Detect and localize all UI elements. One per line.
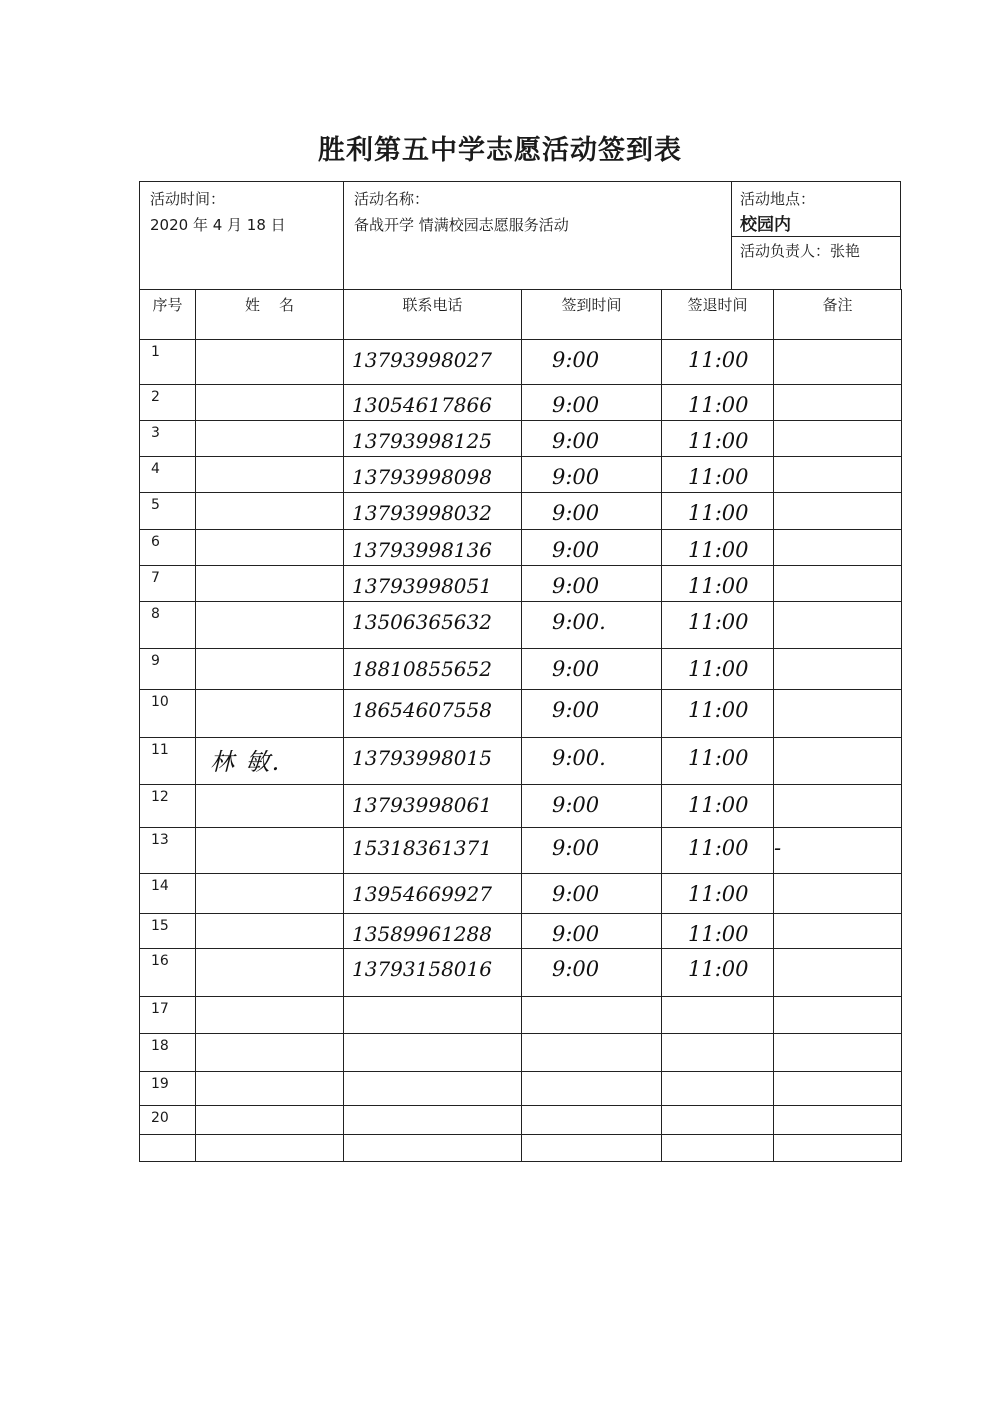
row-name-cell (196, 493, 344, 530)
row-checkout: 11:00 (688, 793, 749, 817)
row-remark (774, 874, 901, 882)
row-checkin-cell (522, 1106, 662, 1135)
row-checkin (522, 1106, 661, 1114)
row-phone: 13589961288 (352, 922, 492, 946)
row-checkin: 9:00 (552, 793, 600, 817)
row-remark-cell (774, 738, 902, 785)
row-checkin: 9:00 (552, 657, 600, 681)
table-row (140, 649, 902, 690)
row-seq-cell: 13 (140, 828, 196, 874)
row-checkin-cell (522, 914, 662, 949)
row-name-cell (196, 1072, 344, 1106)
row-checkin: 9:00 (552, 348, 600, 372)
row-phone: 13793998015 (352, 746, 492, 770)
row-name (196, 340, 343, 344)
row-name-cell (196, 566, 344, 602)
row-name (196, 530, 343, 534)
row-name (196, 690, 343, 694)
row-checkin: 9:00 (552, 698, 600, 722)
row-checkin-cell (522, 493, 662, 530)
sign-in-form (139, 181, 901, 1149)
row-phone: 18810855652 (352, 657, 492, 681)
row-phone-cell (344, 530, 522, 566)
row-name (196, 1106, 343, 1110)
row-checkout: 11:00 (688, 610, 749, 634)
row-phone: 13793998061 (352, 793, 492, 817)
row-checkout-cell (662, 1106, 774, 1135)
row-phone-cell (344, 421, 522, 457)
row-name-cell (196, 421, 344, 457)
table-row (140, 385, 902, 421)
row-remark (774, 997, 901, 1005)
row-checkin-cell (522, 602, 662, 649)
row-checkin: 9:00 (552, 882, 600, 906)
row-checkout-cell (662, 874, 774, 914)
row-name-cell (196, 340, 344, 385)
row-phone-cell (344, 602, 522, 649)
row-seq-cell: 5 (140, 493, 196, 530)
row-phone-cell (344, 1135, 522, 1162)
row-remark (774, 690, 901, 698)
row-remark (774, 340, 901, 348)
row-checkout-cell (662, 828, 774, 874)
row-phone: 13793998125 (352, 429, 492, 453)
row-name (196, 785, 343, 789)
row-seq-cell: 2 (140, 385, 196, 421)
row-phone-cell (344, 828, 522, 874)
row-seq-cell: 12 (140, 785, 196, 828)
row-checkin-cell (522, 421, 662, 457)
table-row (140, 738, 902, 785)
row-remark: - (774, 836, 782, 860)
row-remark (774, 457, 901, 465)
row-name (196, 493, 343, 497)
row-name (196, 997, 343, 1001)
row-seq-cell: 3 (140, 421, 196, 457)
activity-place-cell (732, 182, 900, 289)
table-row (140, 602, 902, 649)
row-phone-cell (344, 1034, 522, 1072)
row-name (196, 421, 343, 425)
row-phone: 13793158016 (352, 957, 492, 981)
row-phone: 13954669927 (352, 882, 492, 906)
row-phone-cell (344, 1106, 522, 1135)
row-checkin: 9:00 (552, 574, 600, 598)
row-phone: 18654607558 (352, 698, 492, 722)
header-checkin: 签到时间 (522, 290, 662, 340)
row-checkin-cell (522, 785, 662, 828)
row-phone-cell (344, 997, 522, 1034)
row-remark-cell (774, 1072, 902, 1106)
row-remark-cell (774, 602, 902, 649)
header-name: 姓 名 (196, 290, 344, 340)
header-checkout: 签退时间 (662, 290, 774, 340)
row-remark-cell (774, 493, 902, 530)
row-name (196, 566, 343, 570)
row-checkout: 11:00 (688, 657, 749, 681)
row-phone-cell (344, 340, 522, 385)
row-checkout: 11:00 (688, 836, 749, 860)
row-checkout (662, 1072, 773, 1080)
row-phone (344, 1106, 521, 1114)
row-remark (774, 738, 901, 746)
attendance-table (139, 289, 902, 1162)
row-checkout-cell (662, 997, 774, 1034)
row-phone (344, 1072, 521, 1080)
header-remark: 备注 (774, 290, 902, 340)
row-checkout-cell (662, 914, 774, 949)
row-phone-cell (344, 738, 522, 785)
row-checkout-cell (662, 1034, 774, 1072)
row-name (196, 457, 343, 461)
row-checkout: 11:00 (688, 574, 749, 598)
row-checkout: 11:00 (688, 429, 749, 453)
row-remark (774, 649, 901, 657)
row-name-cell (196, 949, 344, 997)
row-name-cell (196, 914, 344, 949)
row-checkin-cell (522, 1135, 662, 1162)
row-name-cell (196, 690, 344, 738)
activity-time-value: 2020 年 4 月 18 日 (150, 216, 286, 234)
row-checkin (522, 1135, 661, 1143)
row-checkout (662, 1034, 773, 1042)
row-checkout-cell (662, 785, 774, 828)
row-seq-cell: 18 (140, 1034, 196, 1072)
row-remark-cell (774, 914, 902, 949)
row-remark (774, 1135, 901, 1143)
row-remark (774, 1034, 901, 1042)
row-remark (774, 602, 901, 610)
row-seq-cell: 8 (140, 602, 196, 649)
header-phone: 联系电话 (344, 290, 522, 340)
table-row (140, 1135, 902, 1162)
row-checkout-cell (662, 385, 774, 421)
row-checkout-cell (662, 602, 774, 649)
row-phone (344, 1034, 521, 1042)
table-row (140, 874, 902, 914)
table-row (140, 949, 902, 997)
row-checkin-cell (522, 949, 662, 997)
row-checkin: 9:00 (552, 538, 600, 562)
row-checkout-cell (662, 493, 774, 530)
row-checkout: 11:00 (688, 922, 749, 946)
row-name (196, 602, 343, 606)
row-remark (774, 1072, 901, 1080)
row-seq-cell: 10 (140, 690, 196, 738)
row-name-cell (196, 738, 344, 785)
row-name: 林 敏. (210, 748, 282, 776)
row-remark-cell (774, 690, 902, 738)
row-remark-cell (774, 385, 902, 421)
row-name (196, 1072, 343, 1076)
row-checkout-cell (662, 340, 774, 385)
row-checkout-cell (662, 457, 774, 493)
row-remark-cell (774, 828, 902, 874)
row-checkout: 11:00 (688, 957, 749, 981)
row-name-cell (196, 649, 344, 690)
row-phone: 13793998136 (352, 538, 492, 562)
table-row (140, 566, 902, 602)
row-seq-cell: 17 (140, 997, 196, 1034)
row-checkin (522, 1034, 661, 1042)
row-remark (774, 421, 901, 429)
row-checkout-cell (662, 566, 774, 602)
activity-time-label: 活动时间： (150, 190, 226, 208)
sheet-title: 胜利第五中学志愿活动签到表 (318, 135, 682, 166)
row-seq-cell: 16 (140, 949, 196, 997)
activity-info-block (139, 181, 901, 290)
row-phone-cell (344, 457, 522, 493)
row-remark-cell (774, 1135, 902, 1162)
row-checkout (662, 1106, 773, 1114)
row-checkin-cell (522, 385, 662, 421)
row-checkin-cell (522, 997, 662, 1034)
row-phone: 15318361371 (352, 836, 492, 860)
row-checkin-cell (522, 649, 662, 690)
row-checkout-cell (662, 649, 774, 690)
row-phone-cell (344, 914, 522, 949)
table-row (140, 997, 902, 1034)
activity-name-cell (344, 182, 732, 289)
row-name (196, 828, 343, 832)
row-checkin: 9:00 (552, 501, 600, 525)
row-checkout-cell (662, 738, 774, 785)
row-name-cell (196, 785, 344, 828)
row-checkout-cell (662, 690, 774, 738)
row-seq-cell (140, 1135, 196, 1162)
row-remark-cell (774, 949, 902, 997)
row-phone-cell (344, 690, 522, 738)
row-checkin-cell (522, 340, 662, 385)
row-checkout: 11:00 (688, 538, 749, 562)
row-remark-cell (774, 340, 902, 385)
row-checkin-cell (522, 457, 662, 493)
table-row (140, 1034, 902, 1072)
row-name-cell (196, 1135, 344, 1162)
row-name-cell (196, 997, 344, 1034)
table-row (140, 421, 902, 457)
row-checkout-cell (662, 949, 774, 997)
table-body (140, 340, 902, 1162)
row-checkin: 9:00. (552, 746, 606, 770)
row-phone: 13793998051 (352, 574, 492, 598)
row-name-cell (196, 1106, 344, 1135)
place-divider (732, 236, 900, 237)
row-remark-cell (774, 1034, 902, 1072)
row-checkin: 9:00 (552, 393, 600, 417)
row-checkin: 9:00 (552, 922, 600, 946)
table-row (140, 530, 902, 566)
header-seq: 序号 (140, 290, 196, 340)
row-phone-cell (344, 566, 522, 602)
row-checkin-cell (522, 1072, 662, 1106)
row-remark-cell (774, 566, 902, 602)
row-name-cell (196, 385, 344, 421)
row-phone-cell (344, 385, 522, 421)
row-checkin: 9:00 (552, 836, 600, 860)
row-name-cell (196, 1034, 344, 1072)
row-checkin (522, 997, 661, 1005)
row-checkout: 11:00 (688, 882, 749, 906)
row-remark (774, 914, 901, 922)
row-checkout: 11:00 (688, 746, 749, 770)
row-seq-cell: 1 (140, 340, 196, 385)
row-seq-cell: 15 (140, 914, 196, 949)
row-checkin: 9:00 (552, 957, 600, 981)
table-row (140, 1106, 902, 1135)
row-seq-cell: 7 (140, 566, 196, 602)
row-name (196, 949, 343, 953)
table-row (140, 828, 902, 874)
row-phone-cell (344, 1072, 522, 1106)
activity-place-value: 校园内 (740, 215, 791, 235)
row-checkin-cell (522, 690, 662, 738)
row-remark (774, 530, 901, 538)
row-checkin-cell (522, 530, 662, 566)
row-name-cell (196, 874, 344, 914)
row-seq-cell: 4 (140, 457, 196, 493)
row-name (196, 1135, 343, 1139)
row-name (196, 385, 343, 389)
table-row (140, 690, 902, 738)
row-seq-cell: 19 (140, 1072, 196, 1106)
row-checkout-cell (662, 1135, 774, 1162)
row-remark (774, 1106, 901, 1114)
row-phone: 13506365632 (352, 610, 492, 634)
row-checkin-cell (522, 1034, 662, 1072)
row-checkout: 11:00 (688, 501, 749, 525)
row-remark (774, 493, 901, 501)
activity-name-label: 活动名称： (354, 190, 430, 208)
row-checkout: 11:00 (688, 698, 749, 722)
row-remark (774, 566, 901, 574)
activity-place-label: 活动地点： (740, 190, 816, 208)
row-name-cell (196, 602, 344, 649)
row-seq-cell: 11 (140, 738, 196, 785)
row-name-cell (196, 530, 344, 566)
row-checkin: 9:00 (552, 429, 600, 453)
row-remark-cell (774, 874, 902, 914)
row-seq-cell: 9 (140, 649, 196, 690)
row-checkout: 11:00 (688, 348, 749, 372)
row-phone-cell (344, 649, 522, 690)
row-phone-cell (344, 493, 522, 530)
row-seq-cell: 14 (140, 874, 196, 914)
row-checkout (662, 997, 773, 1005)
row-checkout: 11:00 (688, 465, 749, 489)
table-header-row (140, 290, 902, 340)
table-row (140, 785, 902, 828)
row-name (196, 914, 343, 918)
row-remark-cell (774, 457, 902, 493)
row-phone-cell (344, 874, 522, 914)
row-phone: 13793998027 (352, 348, 492, 372)
row-remark-cell (774, 785, 902, 828)
row-name (196, 874, 343, 878)
row-name (196, 649, 343, 653)
row-phone (344, 997, 521, 1005)
row-phone-cell (344, 949, 522, 997)
row-checkin-cell (522, 828, 662, 874)
row-phone: 13793998032 (352, 501, 492, 525)
row-remark-cell (774, 421, 902, 457)
row-checkin-cell (522, 738, 662, 785)
row-remark (774, 949, 901, 957)
row-remark (774, 385, 901, 393)
row-remark-cell (774, 1106, 902, 1135)
row-phone-cell (344, 785, 522, 828)
row-checkout: 11:00 (688, 393, 749, 417)
table-row (140, 493, 902, 530)
activity-name-value: 备战开学 情满校园志愿服务活动 (354, 216, 569, 234)
table-row (140, 914, 902, 949)
table-row (140, 457, 902, 493)
row-remark-cell (774, 530, 902, 566)
table-row (140, 340, 902, 385)
row-seq-cell: 6 (140, 530, 196, 566)
row-checkin (522, 1072, 661, 1080)
table-row (140, 1072, 902, 1106)
row-remark-cell (774, 997, 902, 1034)
row-seq-cell: 20 (140, 1106, 196, 1135)
activity-time-cell (140, 182, 344, 289)
row-checkout-cell (662, 421, 774, 457)
row-name-cell (196, 828, 344, 874)
activity-responsible: 活动负责人：张艳 (740, 242, 861, 260)
row-checkout (662, 1135, 773, 1143)
row-checkin: 9:00. (552, 610, 606, 634)
row-phone: 13793998098 (352, 465, 492, 489)
row-remark-cell (774, 649, 902, 690)
row-checkin: 9:00 (552, 465, 600, 489)
row-checkout-cell (662, 1072, 774, 1106)
row-phone: 13054617866 (352, 393, 492, 417)
row-remark (774, 785, 901, 793)
row-checkin-cell (522, 566, 662, 602)
row-checkin-cell (522, 874, 662, 914)
row-checkout-cell (662, 530, 774, 566)
row-name (196, 1034, 343, 1038)
row-name-cell (196, 457, 344, 493)
row-phone (344, 1135, 521, 1143)
